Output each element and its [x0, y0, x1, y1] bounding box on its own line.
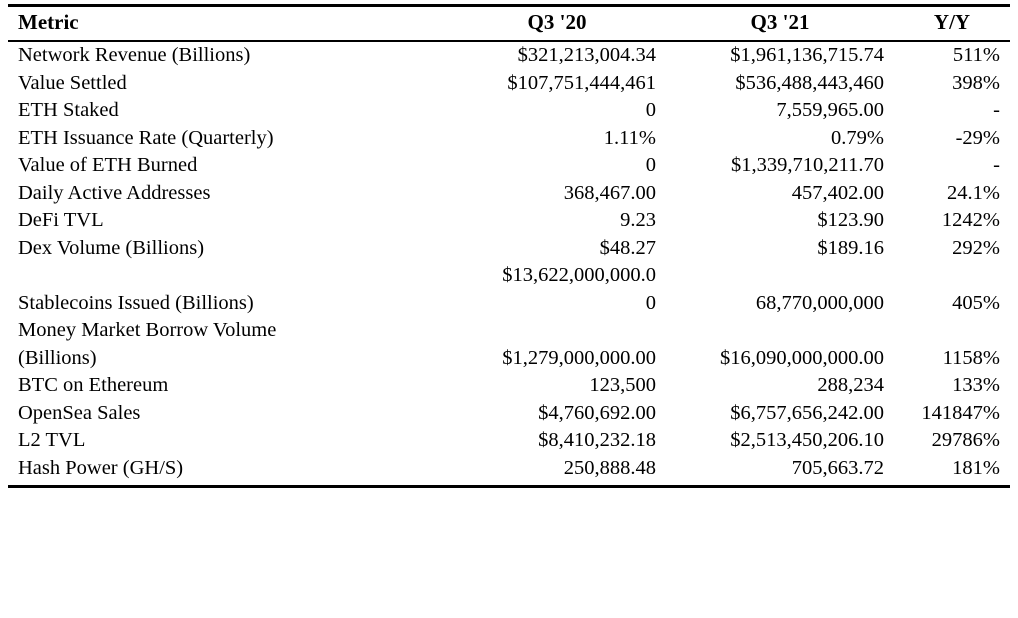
cell-yoy: 1158%: [942, 346, 1000, 369]
cell-metric: (Billions): [18, 346, 97, 369]
cell-q3-2021: $6,757,656,242.00: [730, 401, 884, 424]
cell-yoy: 24.1%: [947, 181, 1000, 204]
cell-q3-2021: 68,770,000,000: [755, 291, 884, 314]
table-row: [8, 372, 1010, 400]
cell-metric: L2 TVL: [18, 429, 86, 451]
cell-metric: DeFi TVL: [18, 209, 104, 231]
cell-q3-2021: [666, 262, 894, 290]
table-row: [8, 41, 1010, 70]
cell-yoy: -: [993, 154, 1000, 176]
cell-yoy: 181%: [894, 455, 1010, 487]
cell-q3-2020: $13,622,000,000.0: [502, 264, 656, 286]
table-row: [8, 427, 1010, 455]
cell-q3-2021: $536,488,443,460: [735, 71, 884, 94]
table-body: [8, 41, 1010, 487]
cell-q3-2020: 0: [645, 291, 656, 314]
cell-q3-2021: 457,402.00: [791, 181, 884, 204]
table-row: [8, 262, 1010, 290]
cell-q3-2021: $16,090,000,000.00: [720, 346, 884, 369]
table-row: [8, 290, 1010, 318]
cell-q3-2020: 0: [645, 154, 656, 176]
cell-q3-2020: 368,467.00: [563, 181, 656, 204]
cell-q3-2020: $107,751,444,461: [507, 71, 656, 94]
table-row: [8, 207, 1010, 235]
column-header-yoy: Y/Y: [894, 6, 1010, 42]
cell-metric: Money Market Borrow Volume: [18, 319, 277, 341]
cell-metric: Hash Power (GH/S): [8, 455, 448, 487]
cell-q3-2021: $123.90: [817, 209, 884, 231]
cell-yoy: 292%: [952, 236, 1000, 259]
column-header-q3-2021: Q3 '21: [666, 6, 894, 42]
table-header-row: [8, 6, 1010, 42]
cell-q3-2020: $4,760,692.00: [538, 401, 656, 424]
cell-yoy: 398%: [952, 71, 1000, 94]
cell-yoy: 141847%: [921, 401, 1000, 424]
cell-q3-2020: 1.11%: [603, 126, 656, 149]
cell-yoy: [894, 317, 1010, 345]
table-row: [8, 125, 1010, 153]
cell-yoy: [894, 262, 1010, 290]
cell-metric: OpenSea Sales: [18, 401, 141, 424]
cell-yoy: 29786%: [931, 429, 1000, 451]
cell-metric: Network Revenue (Billions): [18, 44, 251, 66]
cell-q3-2021: 7,559,965.00: [776, 99, 884, 121]
cell-q3-2021: $189.16: [817, 236, 884, 259]
cell-q3-2021: [666, 317, 894, 345]
cell-metric: [8, 262, 448, 290]
cell-metric: Value of ETH Burned: [18, 154, 198, 176]
table-row: [8, 400, 1010, 428]
cell-q3-2020: $321,213,004.34: [517, 44, 656, 66]
cell-yoy: -29%: [955, 126, 1000, 149]
cell-q3-2020: 123,500: [589, 374, 656, 396]
cell-q3-2020: 0: [645, 99, 656, 121]
cell-q3-2021: 288,234: [817, 374, 884, 396]
cell-metric: Daily Active Addresses: [18, 181, 211, 204]
cell-metric: Dex Volume (Billions): [18, 236, 205, 259]
table-row: [8, 97, 1010, 125]
table-row: [8, 345, 1010, 373]
cell-yoy: 133%: [952, 374, 1000, 396]
column-header-q3-2020: Q3 '20: [448, 6, 666, 42]
cell-q3-2020: 9.23: [620, 209, 656, 231]
cell-metric: BTC on Ethereum: [18, 374, 169, 396]
cell-q3-2021: 705,663.72: [666, 455, 894, 487]
table-row: [8, 455, 1010, 487]
table-row: [8, 317, 1010, 345]
metrics-table: [8, 4, 1010, 488]
cell-yoy: 405%: [952, 291, 1000, 314]
cell-q3-2020: $48.27: [599, 236, 656, 259]
cell-q3-2020: [448, 317, 666, 345]
cell-q3-2020: $1,279,000,000.00: [502, 346, 656, 369]
cell-yoy: 511%: [952, 44, 1000, 66]
table-row: [8, 235, 1010, 263]
cell-metric: ETH Issuance Rate (Quarterly): [18, 126, 274, 149]
cell-metric: Stablecoins Issued (Billions): [18, 291, 254, 314]
table-row: [8, 152, 1010, 180]
table-row: [8, 70, 1010, 98]
cell-q3-2021: 0.79%: [831, 126, 884, 149]
cell-metric: Value Settled: [18, 71, 127, 94]
column-header-metric: Metric: [8, 6, 448, 42]
cell-metric: ETH Staked: [18, 99, 119, 121]
cell-yoy: 1242%: [941, 209, 1000, 231]
cell-q3-2020: $8,410,232.18: [538, 429, 656, 451]
cell-q3-2021: $1,339,710,211.70: [731, 154, 884, 176]
table-row: [8, 180, 1010, 208]
cell-q3-2021: $2,513,450,206.10: [730, 429, 884, 451]
cell-q3-2021: $1,961,136,715.74: [730, 44, 884, 66]
cell-yoy: -: [993, 99, 1000, 121]
table-header: [8, 6, 1010, 42]
cell-q3-2020: 250,888.48: [448, 455, 666, 487]
